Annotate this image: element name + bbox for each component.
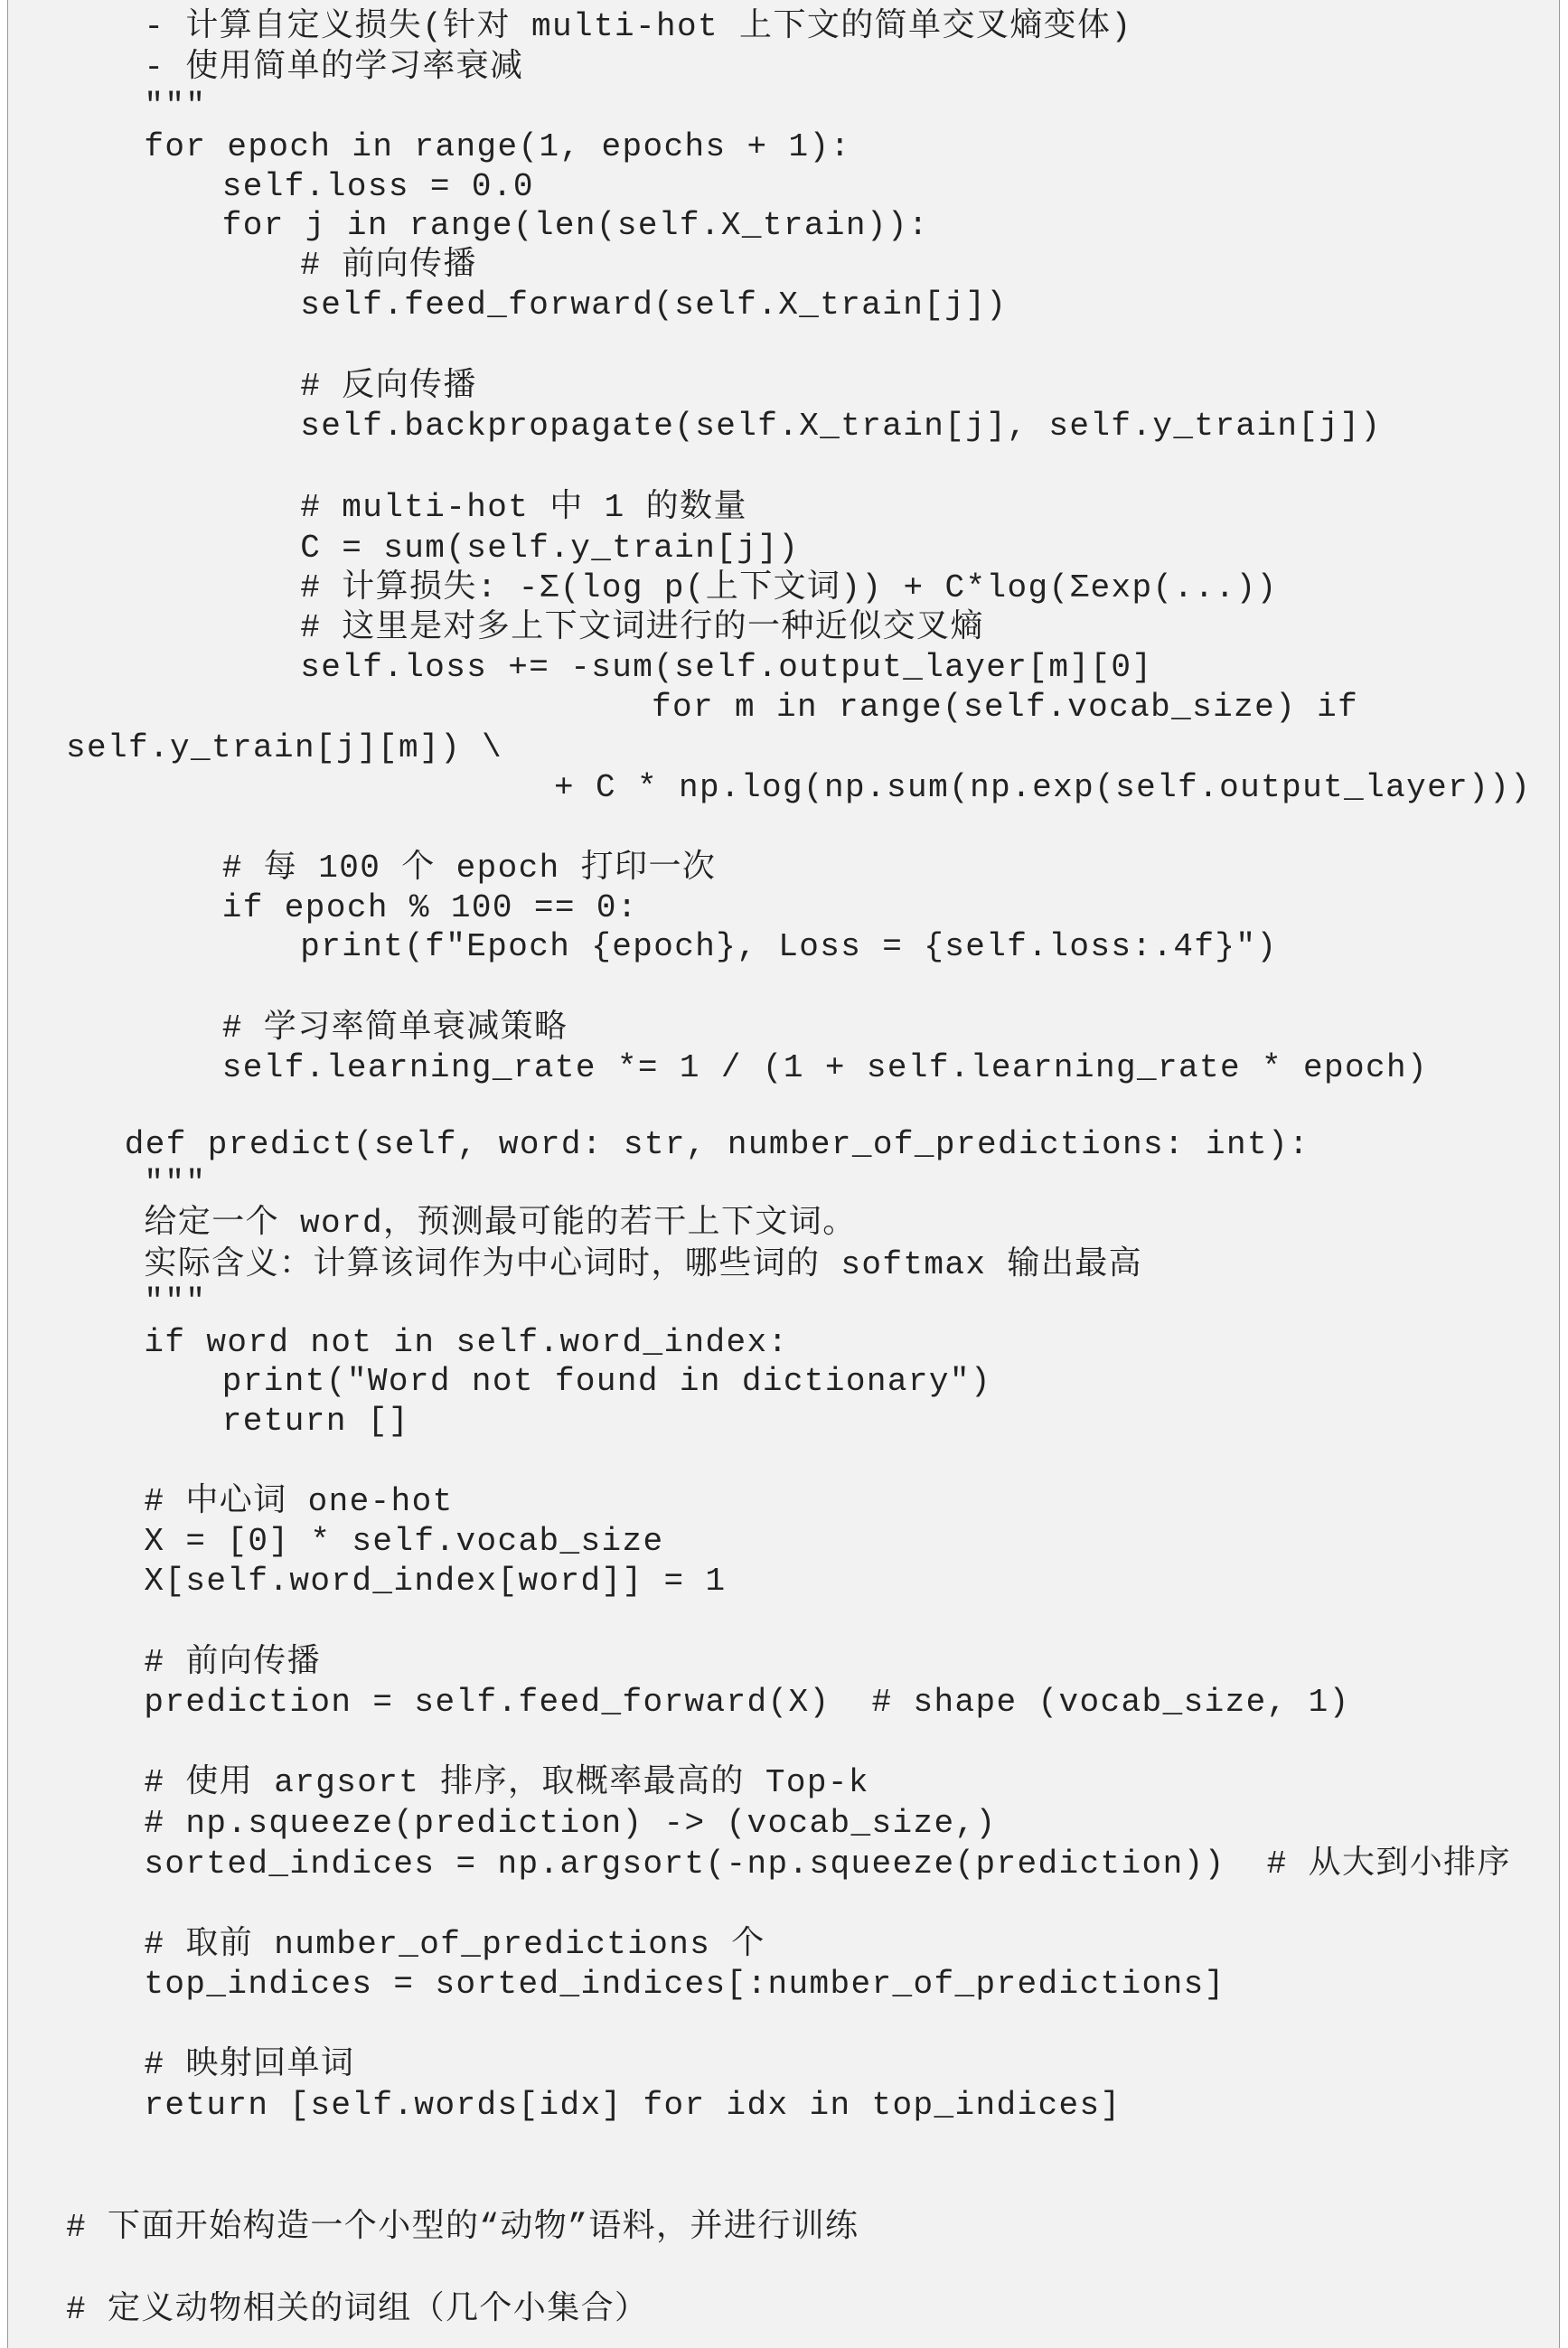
code-panel (7, 0, 1560, 2348)
code-line: """ (144, 1165, 207, 1202)
code-line: self.loss = 0.0 (221, 168, 534, 205)
code-line: # 定义动物相关的词组（几个小集合） (66, 2291, 649, 2328)
code-line: # 取前 number_of_predictions 个 (144, 1926, 765, 1963)
code-line: """ (144, 88, 207, 125)
code-line: # 中心词 one-hot (144, 1483, 454, 1520)
code-line: for j in range(len(self.X_train)): (221, 207, 929, 244)
code-line: print("Word not found in dictionary") (221, 1363, 991, 1400)
code-line: # 这里是对多上下文词进行的一种近似交叉熵 (300, 609, 984, 646)
code-line: for epoch in range(1, epochs + 1): (144, 128, 851, 165)
code-line: 给定一个 word，预测最可能的若干上下文词。 (144, 1205, 857, 1242)
code-line: self.y_train[j][m]) \ (66, 729, 503, 766)
code-line: self.loss += -sum(self.output_layer[m][0] (300, 649, 1153, 686)
code-line: def predict(self, word: str, number_of_predictions: int): (124, 1126, 1310, 1163)
code-line: prediction = self.feed_forward(X) # shape (vocab_size, 1) (144, 1684, 1350, 1721)
code-line: # 反向传播 (300, 368, 477, 405)
code-line: - 使用简单的学习率衰减 (144, 49, 524, 86)
code-line: # 使用 argsort 排序，取概率最高的 Top-k (144, 1764, 869, 1801)
code-line: - 计算自定义损失(针对 multi-hot 上下文的简单交叉熵变体) (144, 8, 1132, 45)
code-line: if word not in self.word_index: (144, 1324, 789, 1361)
code-line: self.learning_rate *= 1 / (1 + self.learning_rate * epoch) (221, 1049, 1429, 1086)
code-line: + C * np.log(np.sum(np.exp(self.output_layer))) (554, 769, 1532, 806)
code-line: # 下面开始构造一个小型的“动物”语料，并进行训练 (66, 2209, 859, 2246)
code-line: top_indices = sorted_indices[:number_of_predictions] (144, 1966, 1225, 2003)
code-line: X[self.word_index[word]] = 1 (144, 1563, 727, 1600)
code-line: # multi-hot 中 1 的数量 (300, 489, 747, 526)
code-line: print(f"Epoch {epoch}, Loss = {self.loss:.4f}") (300, 928, 1278, 965)
code-line: sorted_indices = np.argsort(-np.squeeze(prediction)) # 从大到小排序 (144, 1846, 1511, 1883)
code-line: for m in range(self.vocab_size) if (652, 689, 1359, 726)
code-line: # 前向传播 (300, 247, 477, 284)
code-line: if epoch % 100 == 0: (221, 889, 638, 926)
code-line: return [self.words[idx] for idx in top_indices] (144, 2087, 1122, 2124)
code-line: # 学习率简单衰减策略 (221, 1010, 568, 1047)
code-line: self.feed_forward(self.X_train[j]) (300, 286, 1008, 324)
code-line: """ (144, 1283, 207, 1320)
code-line: C = sum(self.y_train[j]) (300, 530, 800, 567)
code-line: # 前向传播 (144, 1644, 321, 1681)
code-line: # np.squeeze(prediction) -> (vocab_size,) (144, 1805, 997, 1842)
code-line: # 计算损失: -Σ(log p(上下文词)) + C*log(Σexp(...)) (300, 569, 1278, 606)
code-line: 实际含义：计算该词作为中心词时，哪些词的 softmax 输出最高 (144, 1246, 1143, 1283)
code-line: return [] (221, 1403, 409, 1440)
code-line: self.backpropagate(self.X_train[j], self.y_train[j]) (300, 408, 1382, 445)
code-line: # 映射回单词 (144, 2046, 355, 2083)
code-line: # 每 100 个 epoch 打印一次 (221, 850, 717, 887)
code-line: X = [0] * self.vocab_size (144, 1523, 664, 1560)
